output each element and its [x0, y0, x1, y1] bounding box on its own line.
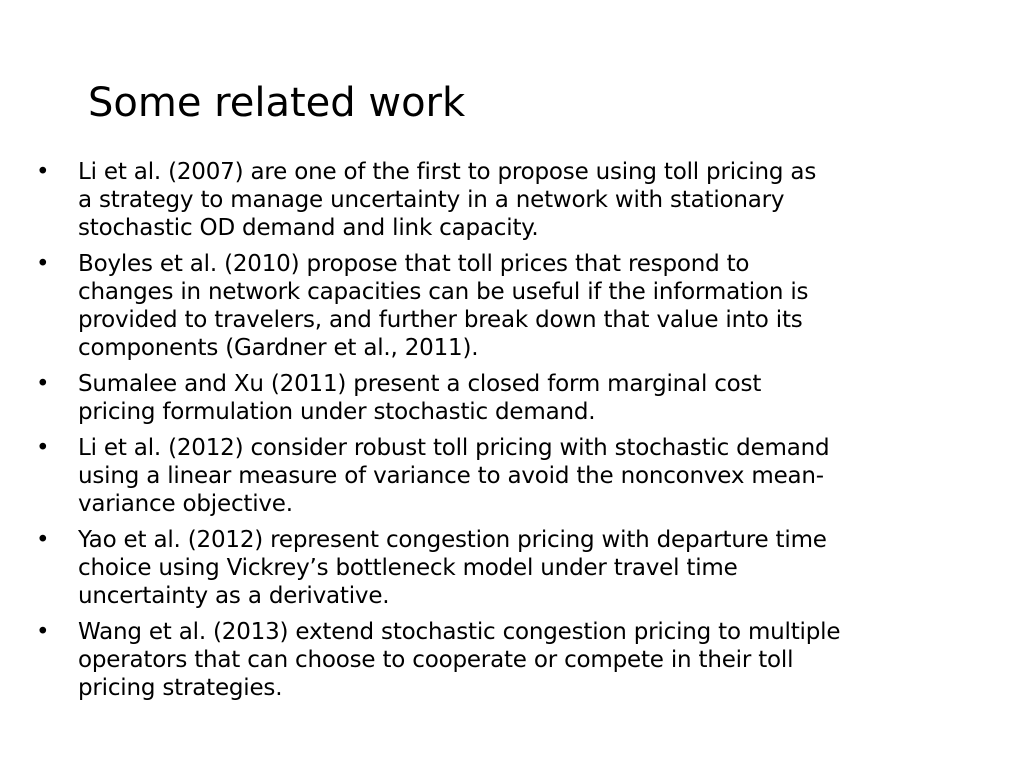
- bullet-text-line: Li et al. (2007) are one of the first to propose using toll pricing as: [78, 159, 817, 185]
- bullet-text-line: variance objective.: [78, 491, 293, 517]
- bullet-text-line: pricing formulation under stochastic demand.: [78, 399, 596, 425]
- bullet-item: [36, 158, 960, 242]
- bullet-text-line: Li et al. (2012) consider robust toll pricing with stochastic demand: [78, 435, 830, 461]
- bullet-icon: •: [36, 619, 50, 645]
- slide-title: Some related work: [88, 80, 466, 126]
- bullet-text-line: stochastic OD demand and link capacity.: [78, 215, 539, 241]
- bullet-item: [36, 434, 960, 518]
- bullet-icon: •: [36, 435, 50, 461]
- bullet-text-line: uncertainty as a derivative.: [78, 583, 390, 609]
- bullet-icon: •: [36, 371, 50, 397]
- bullet-item: [36, 526, 960, 610]
- bullet-item: [36, 250, 960, 362]
- bullet-icon: •: [36, 159, 50, 185]
- bullet-text-line: Sumalee and Xu (2011) present a closed form marginal cost: [78, 371, 762, 397]
- bullet-text-line: Wang et al. (2013) extend stochastic congestion pricing to multiple: [78, 619, 841, 645]
- bullet-icon: •: [36, 251, 50, 277]
- bullet-text-line: pricing strategies.: [78, 675, 283, 701]
- bullet-text-line: Yao et al. (2012) represent congestion pricing with departure time: [78, 527, 827, 553]
- bullet-text-line: provided to travelers, and further break down that value into its: [78, 307, 803, 333]
- bullet-icon: •: [36, 527, 50, 553]
- bullet-text-line: changes in network capacities can be useful if the information is: [78, 279, 809, 305]
- bullet-text-line: a strategy to manage uncertainty in a network with stationary: [78, 187, 785, 213]
- bullet-list: [36, 158, 960, 710]
- bullet-item: [36, 618, 960, 702]
- bullet-item: [36, 370, 960, 426]
- bullet-text-line: operators that can choose to cooperate or compete in their toll: [78, 647, 794, 673]
- bullet-text-line: components (Gardner et al., 2011).: [78, 335, 479, 361]
- bullet-text-line: using a linear measure of variance to avoid the nonconvex mean-: [78, 463, 824, 489]
- bullet-text-line: choice using Vickrey’s bottleneck model under travel time: [78, 555, 738, 581]
- bullet-text-line: Boyles et al. (2010) propose that toll prices that respond to: [78, 251, 750, 277]
